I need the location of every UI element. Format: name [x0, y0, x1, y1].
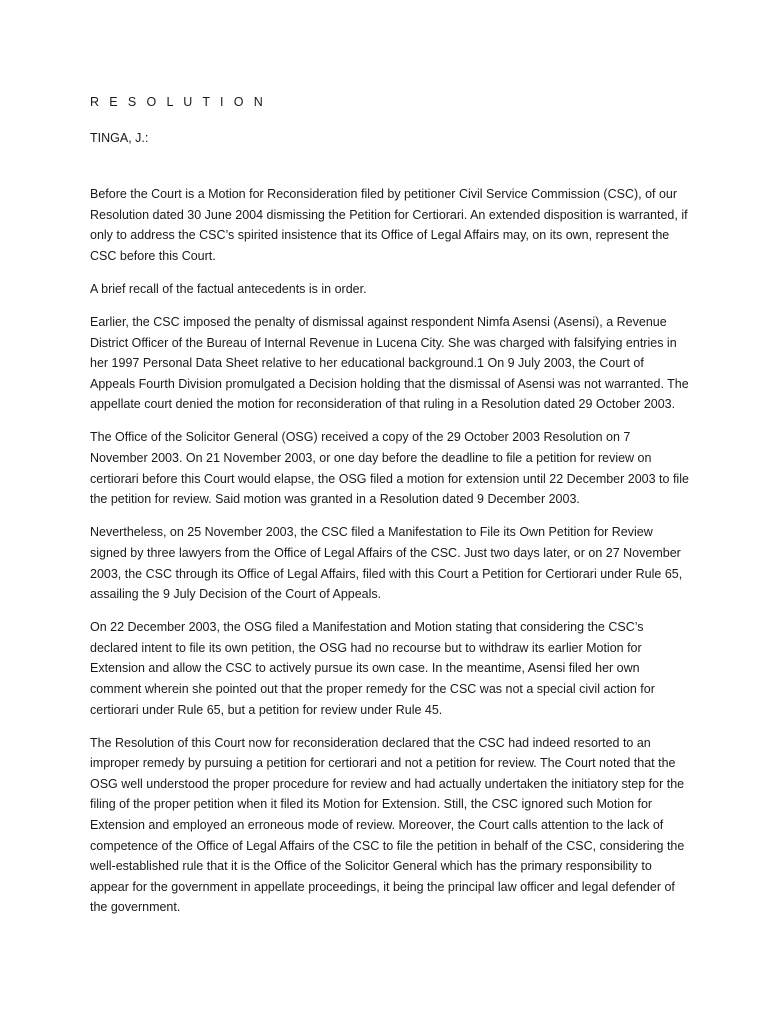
document-heading: R E S O L U T I O N: [90, 95, 267, 109]
paragraph-5: Nevertheless, on 25 November 2003, the CSC filed a Manifestation to File its Own Petition for Review signed by three lawyers from the Office of Legal Affairs of the CSC. Just two days later, or on 27 November 2003, the CSC through its Office of Legal Affairs, filed with this Court a Petition for Certiorari under Rule 65, assailing the 9 July Decision of the Court of Appeals.: [90, 525, 683, 602]
author-line: TINGA, J.:: [90, 131, 149, 145]
paragraph-7: The Resolution of this Court now for reconsideration declared that the CSC had indeed resorted to an improper remedy by pursuing a petition for certiorari and not a petition for review. The Court noted that the OSG well understood the proper procedure for review and had actually undertaken the initiatory step for the filing of the proper petition when it filed its Motion for Extension. Still, the CSC ignored such Motion for Extension and employed an erroneous mode of review. Moreover, the Court calls attention to the lack of competence of the Office of Legal Affairs of the CSC to file the petition in behalf of the CSC, considering the well-established rule that it is the Office of the Solicitor General which has the primary responsibility to appear for the government in appellate proceedings, it being the principal law officer and legal defender of the government.: [90, 735, 685, 915]
paragraph-4: The Office of the Solicitor General (OSG) received a copy of the 29 October 2003 Resolution on 7 November 2003. On 21 November 2003, or one day before the deadline to file a petition for review on certiorari before this Court would elapse, the OSG filed a motion for extension until 22 December 2003 to file the petition for review. Said motion was granted in a Resolution dated 9 December 2003.: [90, 430, 689, 507]
paragraph-6: On 22 December 2003, the OSG filed a Manifestation and Motion stating that considering the CSC’s declared intent to file its own petition, the OSG had no recourse but to withdraw its earlier Motion for Extension and allow the CSC to actively pursue its own case. In the meantime, Asensi filed her own comment wherein she pointed out that the proper remedy for the CSC was not a special civil action for certiorari under Rule 65, but a petition for review under Rule 45.: [90, 620, 655, 717]
paragraph-3: Earlier, the CSC imposed the penalty of dismissal against respondent Nimfa Asensi (Asensi), a Revenue District Officer of the Bureau of Internal Revenue in Lucena City. She was charged with falsifying entries in her 1997 Personal Data Sheet relative to her educational background.1 On 9 July 2003, the Court of Appeals Fourth Division promulgated a Decision holding that the dismissal of Asensi was not warranted. The appellate court denied the motion for reconsideration of that ruling in a Resolution dated 29 October 2003.: [90, 314, 689, 412]
document-page: [90, 94, 690, 931]
paragraph-1: Before the Court is a Motion for Reconsideration filed by petitioner Civil Service Commission (CSC), of our Resolution dated 30 June 2004 dismissing the Petition for Certiorari. An extended disposition is warranted, if only to address the CSC’s spirited insistence that its Office of Legal Affairs may, on its own, represent the CSC before this Court.: [90, 187, 688, 263]
paragraph-2: A brief recall of the factual antecedents is in order.: [90, 281, 367, 296]
